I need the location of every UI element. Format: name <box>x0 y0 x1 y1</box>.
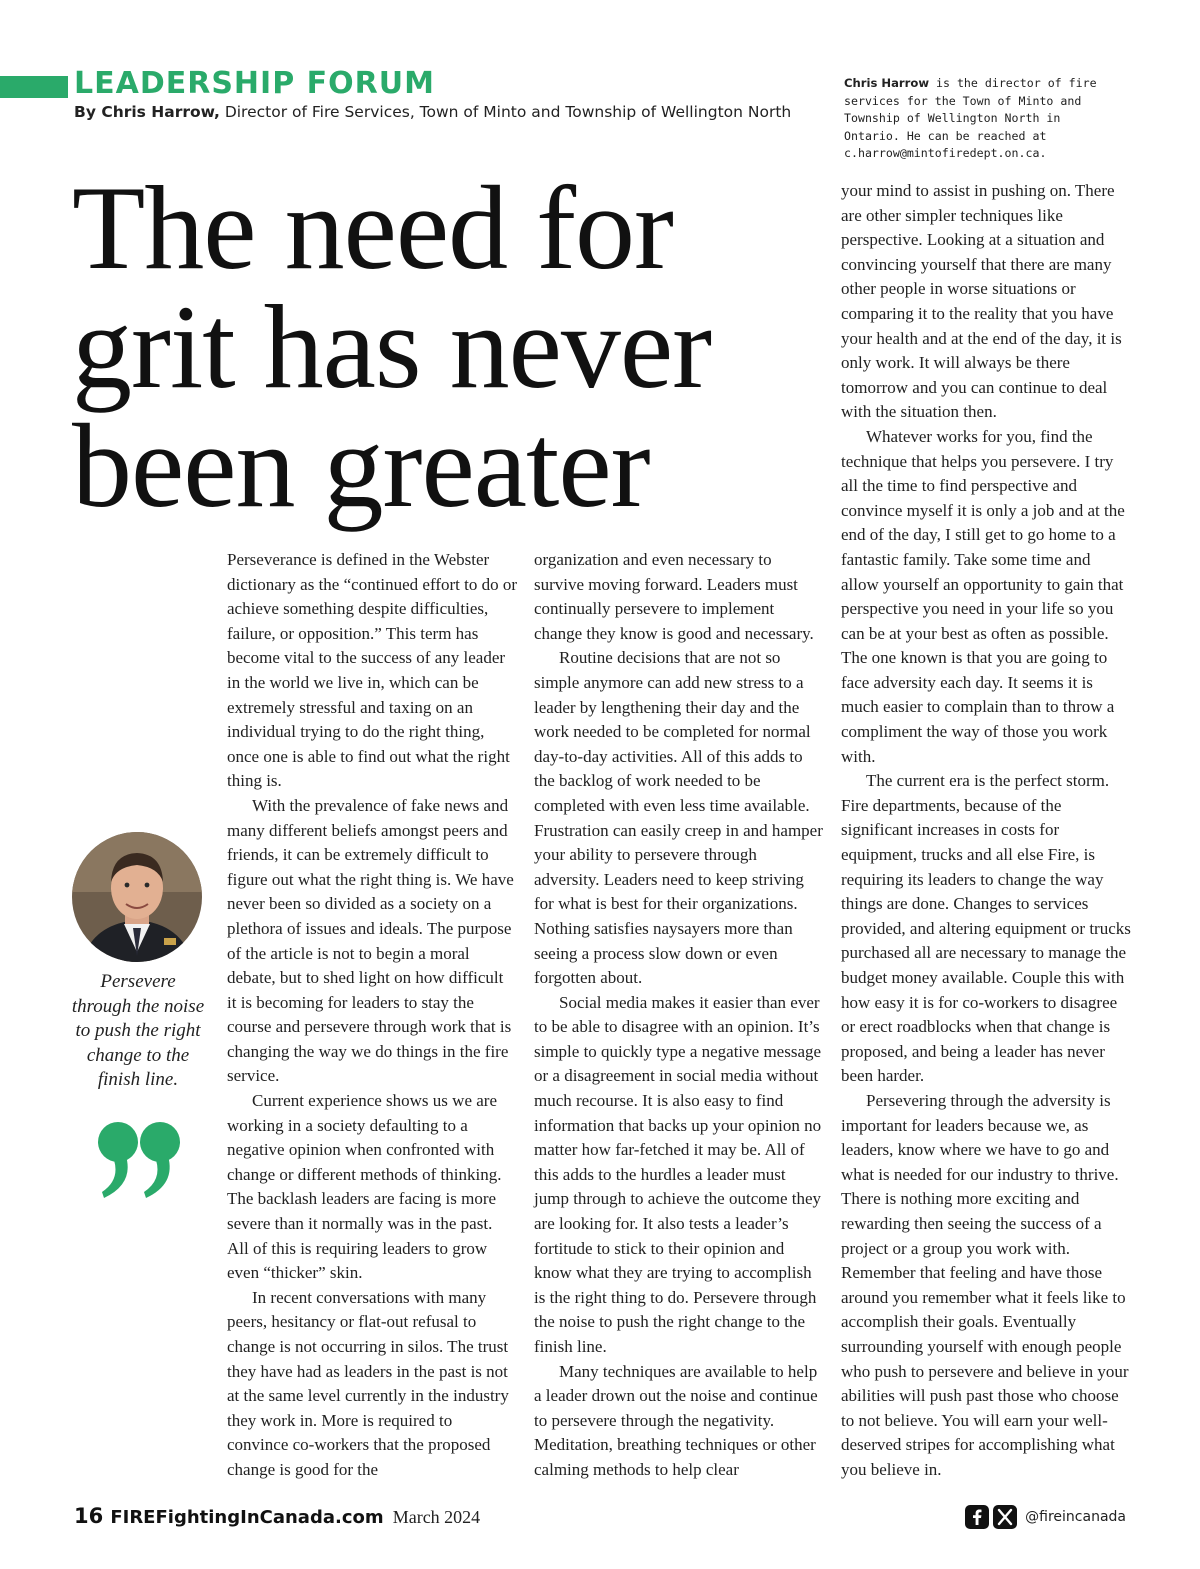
page-number: 16 <box>74 1504 104 1528</box>
social-handle[interactable]: @fireincanada <box>1025 1509 1126 1525</box>
closing-quote-icon <box>96 1112 186 1212</box>
author-photo <box>72 832 202 962</box>
paragraph: The current era is the perfect storm. Fire departments, because of the significant increases in costs for equipment, trucks and all else Fire, is requiring its leaders to change the way things are done. Changes to services provided, and altering equipment or trucks purchased all are necessary to manage the budget money available. Couple this with how easy it is for co-workers to disagree or erect roadblocks when that change is proposed, and being a leader has never been harder. <box>841 771 1131 1086</box>
paragraph: With the prevalence of fake news and many different beliefs amongst peers and friends, it can be extremely difficult to figure out what the right thing is. We have never been so divided as a society on a plethora of issues and ideals. The purpose of the article is not to begin a moral debate, but to shed light on how difficult it is becoming for leaders to stay the course and persevere through work that is changing the way we do things in the fire service. <box>227 795 514 1086</box>
section-accent-bar <box>0 76 68 98</box>
author-bio-name: Chris Harrow <box>844 76 930 90</box>
byline-title: Director of Fire Services, Town of Minto and Township of Wellington North <box>219 103 792 121</box>
paragraph: Current experience shows us we are working in a society defaulting to a negative opinion when confronted with change or different methods of thinking. The backlash leaders are facing is more severe than it normally was in the past. All of this is requiring leaders to grow even “thicker” skin. <box>227 1091 502 1283</box>
paragraph: Whatever works for you, find the technique that helps you persevere. I try all the time to find perspective and convince myself it is only a job and at the end of the day, I still get to go home to a fantastic family. Take some time and allow yourself an opportunity to gain that perspective you need in your life so you can be at your best as often as possible. The one known is that you are going to face adversity each day. It seems it is much easier to complain than to throw a compliment the way of those you work with. <box>841 426 1125 766</box>
site-link[interactable]: FIREFightingInCanada.com <box>110 1507 384 1528</box>
paragraph: Persevering through the adversity is important for leaders because we, as leaders, know where we have to go and what is needed for our industry to thrive. There is nothing more exciting and rewarding then seeing the success of a project or a group you work with. Remember that feeling and have those around you remember what it feels like to accomplish their goals. Eventually surrounding yourself with enough people who push to persevere and believe in your abilities will push past those who choose to not believe. You will earn your well-deserved stripes for accomplishing what you believe in. <box>841 1090 1129 1479</box>
author-bio <box>844 75 1104 163</box>
byline-author: By Chris Harrow, <box>74 103 220 121</box>
social-links <box>965 1505 1126 1529</box>
paragraph: In recent conversations with many peers, hesitancy or flat-out refusal to change is not occurring in silos. The trust they have had as leaders in the past is not at the same level currently in the industry they work in. More is required to convince co-workers that the proposed change is good for the <box>227 1287 509 1479</box>
paragraph: Perseverance is defined in the Webster dictionary as the “continued effort to do or achieve something despite difficulties, failure, or opposition.” This term has become vital to the success of any leader in the world we live in, which can be extremely stressful and taxing on an individual trying to do the right thing, once one is able to find out what the right thing is. <box>227 550 518 791</box>
paragraph: Social media makes it easier than ever to be able to disagree with an opinion. It’s simple to quickly type a negative message or a disagreement in social media without much recourse. It is also easy to find information that backs up your opinion no matter how far-fetched it may be. All of this adds to the hurdles a leader must jump through to achieve the outcome they are looking for. It also tests a leader’s fortitude to stick to their opinion and know what they are trying to accomplish is the right thing to do. Persevere through the noise to push the right change to the finish line. <box>534 992 822 1356</box>
footer-info <box>74 1504 480 1528</box>
author-bio-text: is the director of fire services for the Town of Minto and Township of Wellington North in Ontario. He can be reached at c.harrow@mintofiredept.on.ca. <box>844 76 1097 160</box>
byline <box>74 103 791 121</box>
body-column-1 <box>227 548 517 1483</box>
pull-quote: Persevere through the noise to push the right change to the finish line. <box>71 971 205 1091</box>
body-column-3 <box>841 179 1131 1482</box>
paragraph: Many techniques are available to help a leader drown out the noise and continue to persevere through the negativity. Meditation, breathing techniques or other calming methods to help clear <box>534 1361 818 1479</box>
paragraph: Routine decisions that are not so simple anymore can add new stress to a leader by lengthening their day and the work needed to be completed for normal day-to-day activities. All of this adds to the backlog of work needed to be completed with even less time available. Frustration can easily creep in and hamper your ability to persevere through adversity. Leaders need to keep striving for what is best for their organizations. Nothing satisfies naysayers more than seeing a process slow down or even forgotten about. <box>534 648 823 988</box>
section-label: LEADERSHIP FORUM <box>74 66 435 101</box>
article-headline: The need for grit has never been greater <box>72 161 712 532</box>
x-icon[interactable] <box>993 1505 1017 1529</box>
paragraph: your mind to assist in pushing on. There are other simpler techniques like perspective. Looking at a situation and convincing yourself that there are many other people in worse situations or comparing it to the reality that you have your health and at the end of the day, it is only work. It will always be there tomorrow and you can continue to deal with the situation then. <box>841 181 1122 422</box>
issue-date: March 2024 <box>392 1507 481 1527</box>
body-column-2 <box>534 548 824 1483</box>
paragraph: organization and even necessary to survive moving forward. Leaders must continually persevere to implement change they know is good and necessary. <box>534 550 814 643</box>
facebook-icon[interactable] <box>965 1505 989 1529</box>
author-portrait <box>72 832 202 962</box>
